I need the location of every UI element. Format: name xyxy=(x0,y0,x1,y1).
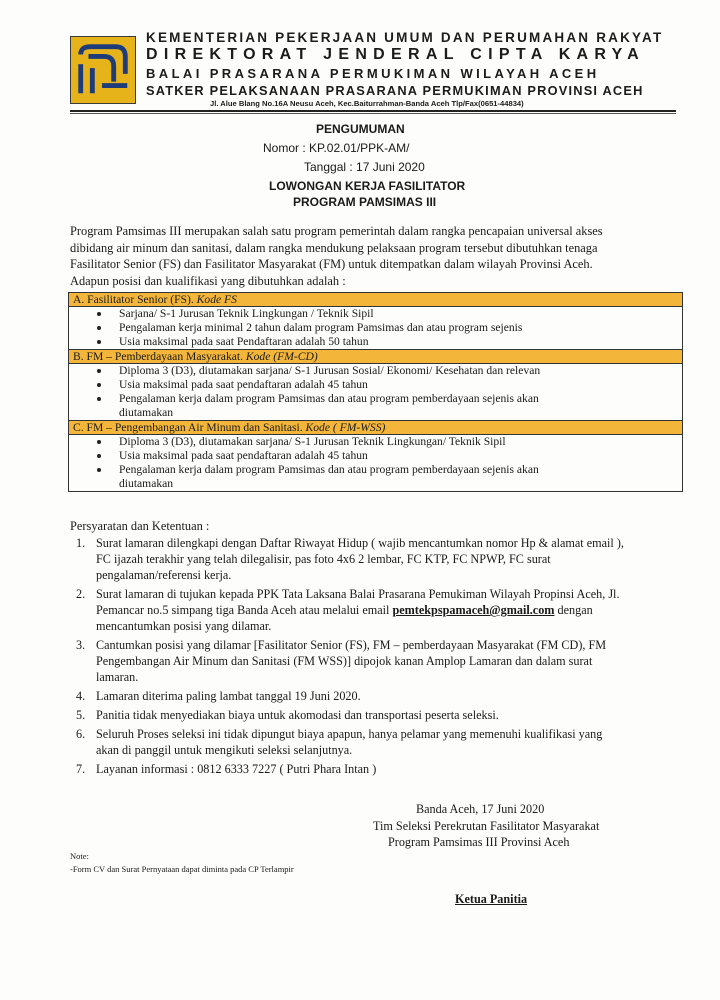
letterhead-rule-thin xyxy=(70,113,676,114)
list-item: 5. Panitia tidak menyediakan biaya untuk akomodasi dan transportasi peserta seleksi. xyxy=(76,708,499,722)
list-item: 4. Lamaran diterima paling lambat tanggal 19 Juni 2020. xyxy=(76,689,361,703)
signature-place-date: Banda Aceh, 17 Juni 2020 xyxy=(416,802,545,816)
list-item: Usia maksimal pada saat Pendaftaran adalah 50 tahun xyxy=(69,335,682,349)
letterhead-line-satker: SATKER PELAKSANAAN PRASARANA PERMUKIMAN PROVINSI ACEH xyxy=(146,83,644,98)
bullet-icon xyxy=(97,383,101,387)
bullet-icon xyxy=(97,468,101,472)
signature-team: Tim Seleksi Perekrutan Fasilitator Masyarakat xyxy=(373,819,600,833)
announcement-heading-1: LOWONGAN KERJA FASILITATOR xyxy=(269,179,466,193)
intro-line: Fasilitator Senior (FS) dan Fasilitator Masyarakat (FM) untuk ditempatkan dalam wilayah Provinsi Aceh. xyxy=(70,257,593,271)
announcement-date: Tanggal : 17 Juni 2020 xyxy=(304,160,425,174)
bullet-icon xyxy=(97,312,101,316)
pupr-logo-icon xyxy=(71,37,135,103)
position-body-fm-cd xyxy=(69,364,682,421)
position-body-fm-wss xyxy=(69,435,682,492)
announcement-title: PENGUMUMAN xyxy=(316,122,405,136)
requirements-title: Persyaratan dan Ketentuan : xyxy=(70,519,210,533)
list-item: Diploma 3 (D3), diutamakan sarjana/ S-1 Jurusan Teknik Lingkungan/ Teknik Sipil xyxy=(69,435,682,449)
position-header-fs: A. Fasilitator Senior (FS). Kode FS xyxy=(69,293,682,307)
announcement-heading-2: PROGRAM PAMSIMAS III xyxy=(293,195,437,209)
list-item: Pengalaman kerja dalam program Pamsimas dan atau program pemberdayaan sejenis akan diutamakan xyxy=(69,392,682,420)
bullet-icon xyxy=(97,326,101,330)
bullet-icon xyxy=(97,454,101,458)
list-item: Usia maksimal pada saat pendaftaran adalah 45 tahun xyxy=(69,449,682,463)
list-item: 6. Seluruh Proses seleksi ini tidak dipungut biaya apapun, hanya pelamar yang memenuhi kualifikasi yang akan di panggil untuk mengikuti seleksi selanjutnya. xyxy=(76,727,603,757)
intro-line: Program Pamsimas III merupakan salah satu program pemerintah dalam rangka pencapaian universal akses xyxy=(70,224,603,238)
pupr-logo xyxy=(70,36,136,104)
position-body-fs xyxy=(69,307,682,350)
intro-line: Adapun posisi dan kualifikasi yang dibutuhkan adalah : xyxy=(70,273,346,288)
list-item: 7. Layanan informasi : 0812 6333 7227 ( Putri Phara Intan ) xyxy=(76,762,377,776)
requirements-list xyxy=(70,535,690,777)
list-item: Usia maksimal pada saat pendaftaran adalah 45 tahun xyxy=(69,378,682,392)
letterhead-line-ministry: KEMENTERIAN PEKERJAAN UMUM DAN PERUMAHAN RAKYAT xyxy=(146,30,664,45)
list-item: Sarjana/ S-1 Jurusan Teknik Lingkungan / Teknik Sipil xyxy=(69,307,682,321)
bullet-icon xyxy=(97,340,101,344)
intro-line: dibidang air minum dan sanitasi, dalam rangka mendukung pelaksaan program tersebut dibutuhkan tenaga xyxy=(70,240,598,255)
list-item: 2. Surat lamaran di tujukan kepada PPK Tata Laksana Balai Prasarana Pemukiman Wilayah Propinsi Aceh, Jl. Pemancar no.5 simpang tiga Banda Aceh atau melalui email pemtekpspamaceh@gmail.com dengan mencantumkan posisi yang dilamar. xyxy=(76,587,620,633)
letterhead-rule xyxy=(70,110,676,112)
position-header-fm-wss: C. FM – Pengembangan Air Minum dan Sanitasi. Kode ( FM-WSS) xyxy=(69,421,682,435)
bullet-icon xyxy=(97,440,101,444)
list-item: 1. Surat lamaran dilengkapi dengan Daftar Riwayat Hidup ( wajib mencantumkan nomor Hp & alamat email ), FC ijazah terakhir yang telah dilegalisir, pas foto 4x6 2 lembar, FC KTP, FC NPWP, FC surat pengalaman/referensi kerja. xyxy=(76,536,624,582)
letterhead-line-balai: BALAI PRASARANA PERMUKIMAN WILAYAH ACEH xyxy=(146,66,600,81)
positions-table xyxy=(68,292,683,492)
bullet-icon xyxy=(97,397,101,401)
intro-paragraph xyxy=(70,223,680,289)
note-label: Note: xyxy=(70,851,89,861)
signature-program: Program Pamsimas III Provinsi Aceh xyxy=(388,835,570,849)
letterhead-address: Jl. Alue Blang No.16A Neusu Aceh, Kec.Baiturrahman-Banda Aceh Tlp/Fax(0651-44834) xyxy=(210,99,524,108)
list-item: Diploma 3 (D3), diutamakan sarjana/ S-1 Jurusan Sosial/ Ekonomi/ Kesehatan dan relevan xyxy=(69,364,682,378)
note-text: -Form CV dan Surat Pernyataan dapat diminta pada CP Terlampir xyxy=(70,864,294,874)
contact-email-link[interactable]: pemtekpspamaceh@gmail.com xyxy=(392,603,555,617)
position-header-fm-cd: B. FM – Pemberdayaan Masyarakat. Kode (FM-CD) xyxy=(69,350,682,364)
bullet-icon xyxy=(97,369,101,373)
signature-role: Ketua Panitia xyxy=(455,892,528,906)
list-item: Pengalaman kerja minimal 2 tahun dalam program Pamsimas dan atau program sejenis xyxy=(69,321,682,335)
list-item: Pengalaman kerja dalam program Pamsimas dan atau program pemberdayaan sejenis akan diutamakan xyxy=(69,463,682,491)
announcement-number: Nomor : KP.02.01/PPK-AM/ xyxy=(263,141,410,155)
list-item: 3. Cantumkan posisi yang dilamar [Fasilitator Senior (FS), FM – pemberdayaan Masyarakat (FM CD), FM Pengembangan Air Minum dan Sanitasi (FM WSS)] dipojok kanan Amplop Lamaran dan dalam surat lamaran. xyxy=(76,638,607,684)
letterhead-line-directorate: DIREKTORAT JENDERAL CIPTA KARYA xyxy=(146,46,646,63)
